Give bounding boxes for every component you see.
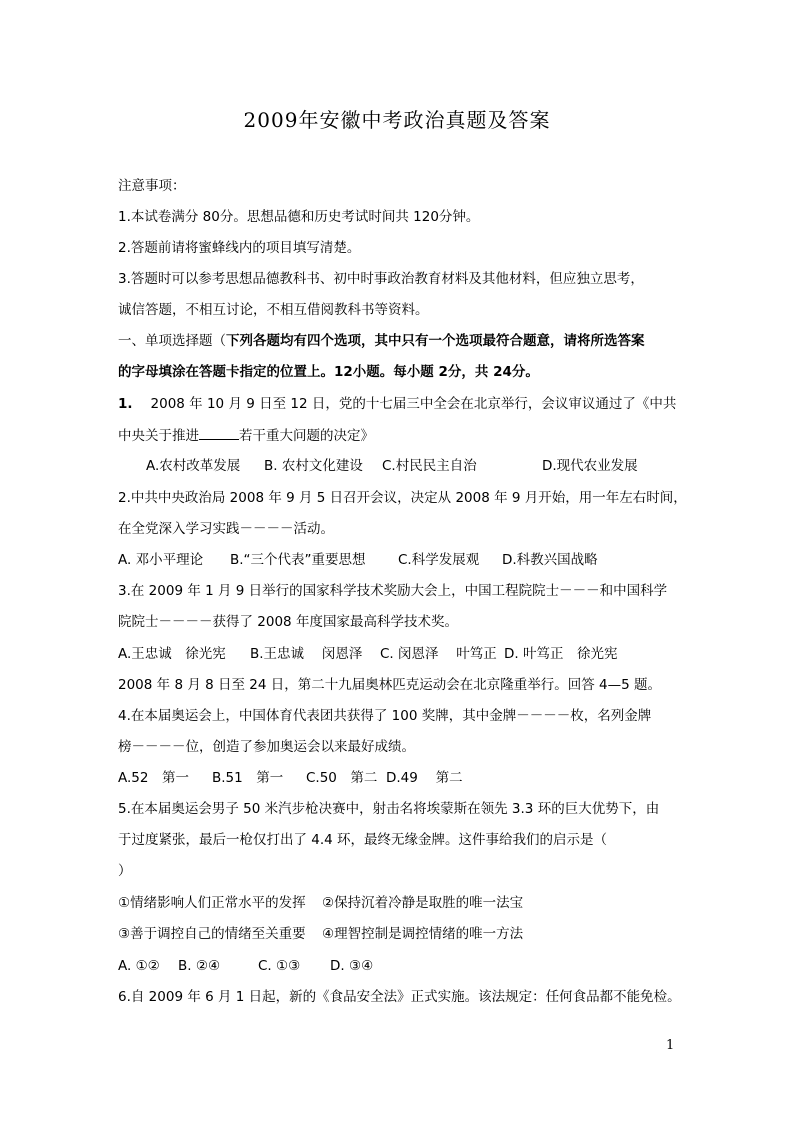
- question-4-options: [118, 769, 463, 787]
- page-number: 1: [666, 1038, 675, 1053]
- option-d: D.现代农业发展: [542, 458, 638, 474]
- question-4: 4.在本届奥运会上，中国体育代表团共获得了 100 奖牌，其中金牌－－－－枚，名列金牌: [118, 708, 652, 724]
- section-1-heading-plain: 一、单项选择题（: [118, 333, 226, 349]
- option-c: C.50 第二: [306, 770, 378, 786]
- question-5-cont: 于过度紧张，最后一枪仅打出了 4.4 环，最终无缘金牌。这件事给我们的启示是（: [118, 832, 608, 848]
- document-title: 2009年安徽中考政治真题及答案: [243, 108, 551, 132]
- section-1-heading-cont: 的字母填涂在答题卡指定的位置上。12小题。每小题 2分，共 24分。: [118, 364, 539, 380]
- option-d: D. ③④: [330, 958, 374, 974]
- option-d: D.49 第二: [386, 770, 463, 786]
- notice-item-3: 3.答题时可以参考思想品德教科书、初中时事政治教育材料及其他材料，但应独立思考，: [118, 271, 644, 287]
- option-a: A.王忠诚 徐光宪: [118, 646, 226, 662]
- question-2-options: [118, 551, 598, 569]
- statement-1: ①情绪影响人们正常水平的发挥: [118, 895, 306, 911]
- option-a: A.52 第一: [118, 770, 189, 786]
- statement-3: ③善于调控自己的情绪至关重要: [118, 926, 306, 942]
- option-a: A.农村改革发展: [146, 458, 241, 474]
- question-1-text: 2008 年 10 月 9 日至 12 日，党的十七届三中全会在北京举行，会议审议通过了《中共: [150, 396, 677, 412]
- question-3-options: [118, 645, 617, 663]
- option-a: A. 邓小平理论: [118, 552, 204, 568]
- question-5-statements-row-1: [118, 894, 523, 912]
- option-d: D. 叶笃正 徐光宪: [504, 646, 618, 662]
- option-d: D.科教兴国战略: [502, 552, 598, 568]
- question-4-cont: 榜－－－－位，创造了参加奥运会以来最好成绩。: [118, 739, 415, 755]
- questions-4-5-context: 2008 年 8 月 8 日至 24 日，第二十九届奥林匹克运动会在北京隆重举行。回答 4—5 题。: [118, 677, 662, 693]
- option-b: B.王忠诚 闵恩泽: [250, 646, 363, 662]
- notice-item-3-cont: 诚信答题，不相互讨论，不相互借阅教科书等资料。: [118, 302, 429, 318]
- option-c: C.科学发展观: [398, 552, 480, 568]
- question-1-text-after: 若干重大问题的决定》: [239, 428, 374, 444]
- option-c: C.村民民主自治: [382, 458, 477, 474]
- option-c: C. 闵恩泽 叶笃正: [380, 646, 497, 662]
- option-b: B. 农村文化建设: [264, 458, 363, 474]
- question-3: 3.在 2009 年 1 月 9 日举行的国家科学技术奖励大会上，中国工程院院士－－－和中国科学: [118, 583, 668, 599]
- question-5: 5.在本届奥运会男子 50 米汽步枪决赛中，射击名将埃蒙斯在领先 3.3 环的巨大优势下，由: [118, 801, 660, 817]
- statement-4: ④理智控制是调控情绪的唯一方法: [322, 926, 524, 942]
- question-5-cont-2: ）: [118, 863, 132, 879]
- question-5-options: [118, 957, 373, 975]
- question-2: 2.中共中央政治局 2008 年 9 月 5 日召开会议，决定从 2008 年 9 月开始，用一年左右时间，: [118, 490, 687, 506]
- question-5-statements-row-2: [118, 925, 523, 943]
- question-1: [118, 395, 676, 413]
- option-a: A. ①②: [118, 958, 160, 974]
- option-c: C. ①③: [258, 958, 301, 974]
- question-1-number: 1.: [118, 396, 133, 412]
- option-b: B.“三个代表”重要思想: [230, 552, 366, 568]
- section-1-heading: [118, 332, 645, 350]
- option-b: B.51 第一: [212, 770, 284, 786]
- question-1-cont: [118, 426, 374, 445]
- question-1-options: [146, 457, 638, 475]
- question-1-text-before: 中央关于推进: [118, 428, 199, 444]
- notice-heading: 注意事项：: [118, 178, 186, 194]
- question-6: 6.自 2009 年 6 月 1 日起，新的《食品安全法》正式实施。该法规定：任何食品都不能免检。: [118, 989, 681, 1005]
- notice-item-2: 2.答题前请将蜜蜂线内的项目填写清楚。: [118, 240, 361, 256]
- statement-2: ②保持沉着冷静是取胜的唯一法宝: [322, 895, 524, 911]
- question-2-cont: 在全党深入学习实践－－－－活动。: [118, 521, 334, 537]
- question-3-cont: 院院士－－－－获得了 2008 年度国家最高科学技术奖。: [118, 614, 458, 630]
- answer-blank: [199, 426, 239, 440]
- option-b: B. ②④: [178, 958, 221, 974]
- notice-item-1: 1.本试卷满分 80分。思想品德和历史考试时间共 120分钟。: [118, 209, 480, 225]
- section-1-heading-bold: 下列各题均有四个选项，其中只有一个选项最符合题意，请将所选答案: [226, 333, 645, 349]
